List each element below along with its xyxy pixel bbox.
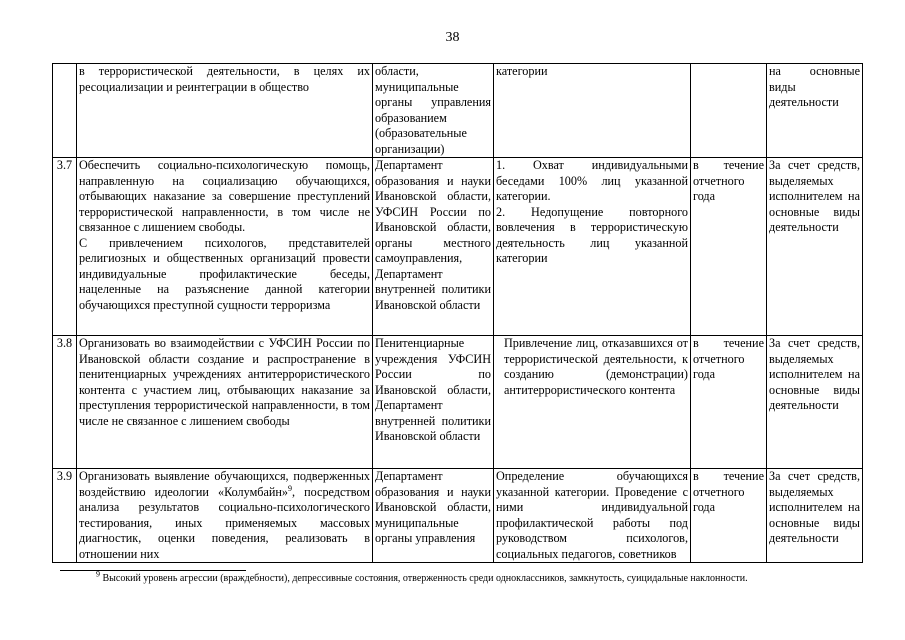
indicator-cell: Определение обучающихся указанной категории. Проведение с ними индивидуальной профилактической работы под руководством психологов, социальных педагогов, советников	[494, 469, 691, 563]
table-row	[53, 158, 863, 336]
row-number: 3.9	[53, 469, 77, 563]
funding-cell: За счет средств, выделяемых исполнителем на основные виды деятельности	[767, 336, 863, 469]
indicator-cell: 1. Охват индивидуальными беседами 100% лиц указанной категории. 2. Недопущение повторного вовлечения в террористическую деятельность лиц указанной категории	[494, 158, 691, 336]
measure-cell	[77, 469, 373, 563]
measure-text: Организовать выявление обучающихся, подверженных воздействию идеологии «Колумбайн»	[79, 469, 370, 499]
row-number: 3.7	[53, 158, 77, 336]
indicator-cell: Привлечение лиц, отказавшихся от террористической деятельности, к созданию (демонстрации) антитеррористического контента	[494, 336, 691, 469]
indicator-cell: категории	[494, 64, 691, 158]
footnote	[96, 569, 748, 584]
page-number: 38	[445, 30, 460, 45]
funding-cell: За счет средств, выделяемых исполнителем на основные виды деятельности	[767, 158, 863, 336]
footnote-mark: 9	[96, 569, 100, 579]
measure-cell: Организовать во взаимодействии с УФСИН России по Ивановской области создание и распространение в пенитенциарных учреждениях антитеррористического контента с участием лиц, отбывающих наказание за преступления террористической направленности, в том числе не связанное с лишением свободы	[77, 336, 373, 469]
measure-cell: в террористической деятельности, в целях их ресоциализации и реинтеграции в общество	[77, 64, 373, 158]
term-cell	[691, 64, 767, 158]
term-cell: в течение отчетного года	[691, 158, 767, 336]
footnote-reference: 9	[288, 483, 293, 493]
funding-cell: За счет средств, выделяемых исполнителем на основные виды деятельности	[767, 469, 863, 563]
executor-cell: Департамент образования и науки Ивановской области, муниципальные органы управления	[373, 469, 494, 563]
term-cell: в течение отчетного года	[691, 469, 767, 563]
table-row	[53, 469, 863, 563]
table-row	[53, 64, 863, 158]
measure-text-continued: , посредством анализа результатов социально-психологического тестирования, иных применяемых массовых диагностик, оценки поведения, реализовать в отношении них	[79, 484, 370, 561]
row-number: 3.8	[53, 336, 77, 469]
executor-cell: области, муниципальные органы управления образованием (образовательные организации)	[373, 64, 494, 158]
table-row	[53, 336, 863, 469]
footnote-text: Высокий уровень агрессии (враждебности), депрессивные состояния, отверженность среди одноклассников, замкнутость, суицидальные наклонности.	[100, 573, 748, 584]
executor-cell: Пенитенциарные учреждения УФСИН России по Ивановской области, Департамент внутренней политики Ивановской области	[373, 336, 494, 469]
executor-cell: Департамент образования и науки Ивановской области, УФСИН России по Ивановской области, органы местного самоуправления, Департамент внутренней политики Ивановской области	[373, 158, 494, 336]
measures-table	[52, 63, 863, 563]
measure-cell: Обеспечить социально-психологическую помощь, направленную на социализацию обучающихся, отбывающих наказание за совершение преступлений террористической направленности, в том числе не связанное с лишением свободы. С привлечением психологов, представителей религиозных и общественных организаций провести индивидуальные профилактические беседы, нацеленные на разъяснение данной категории обучающихся преступной сущности терроризма	[77, 158, 373, 336]
footnote-divider	[60, 570, 246, 571]
funding-cell: на основные виды деятельности	[767, 64, 863, 158]
row-number	[53, 64, 77, 158]
term-cell: в течение отчетного года	[691, 336, 767, 469]
